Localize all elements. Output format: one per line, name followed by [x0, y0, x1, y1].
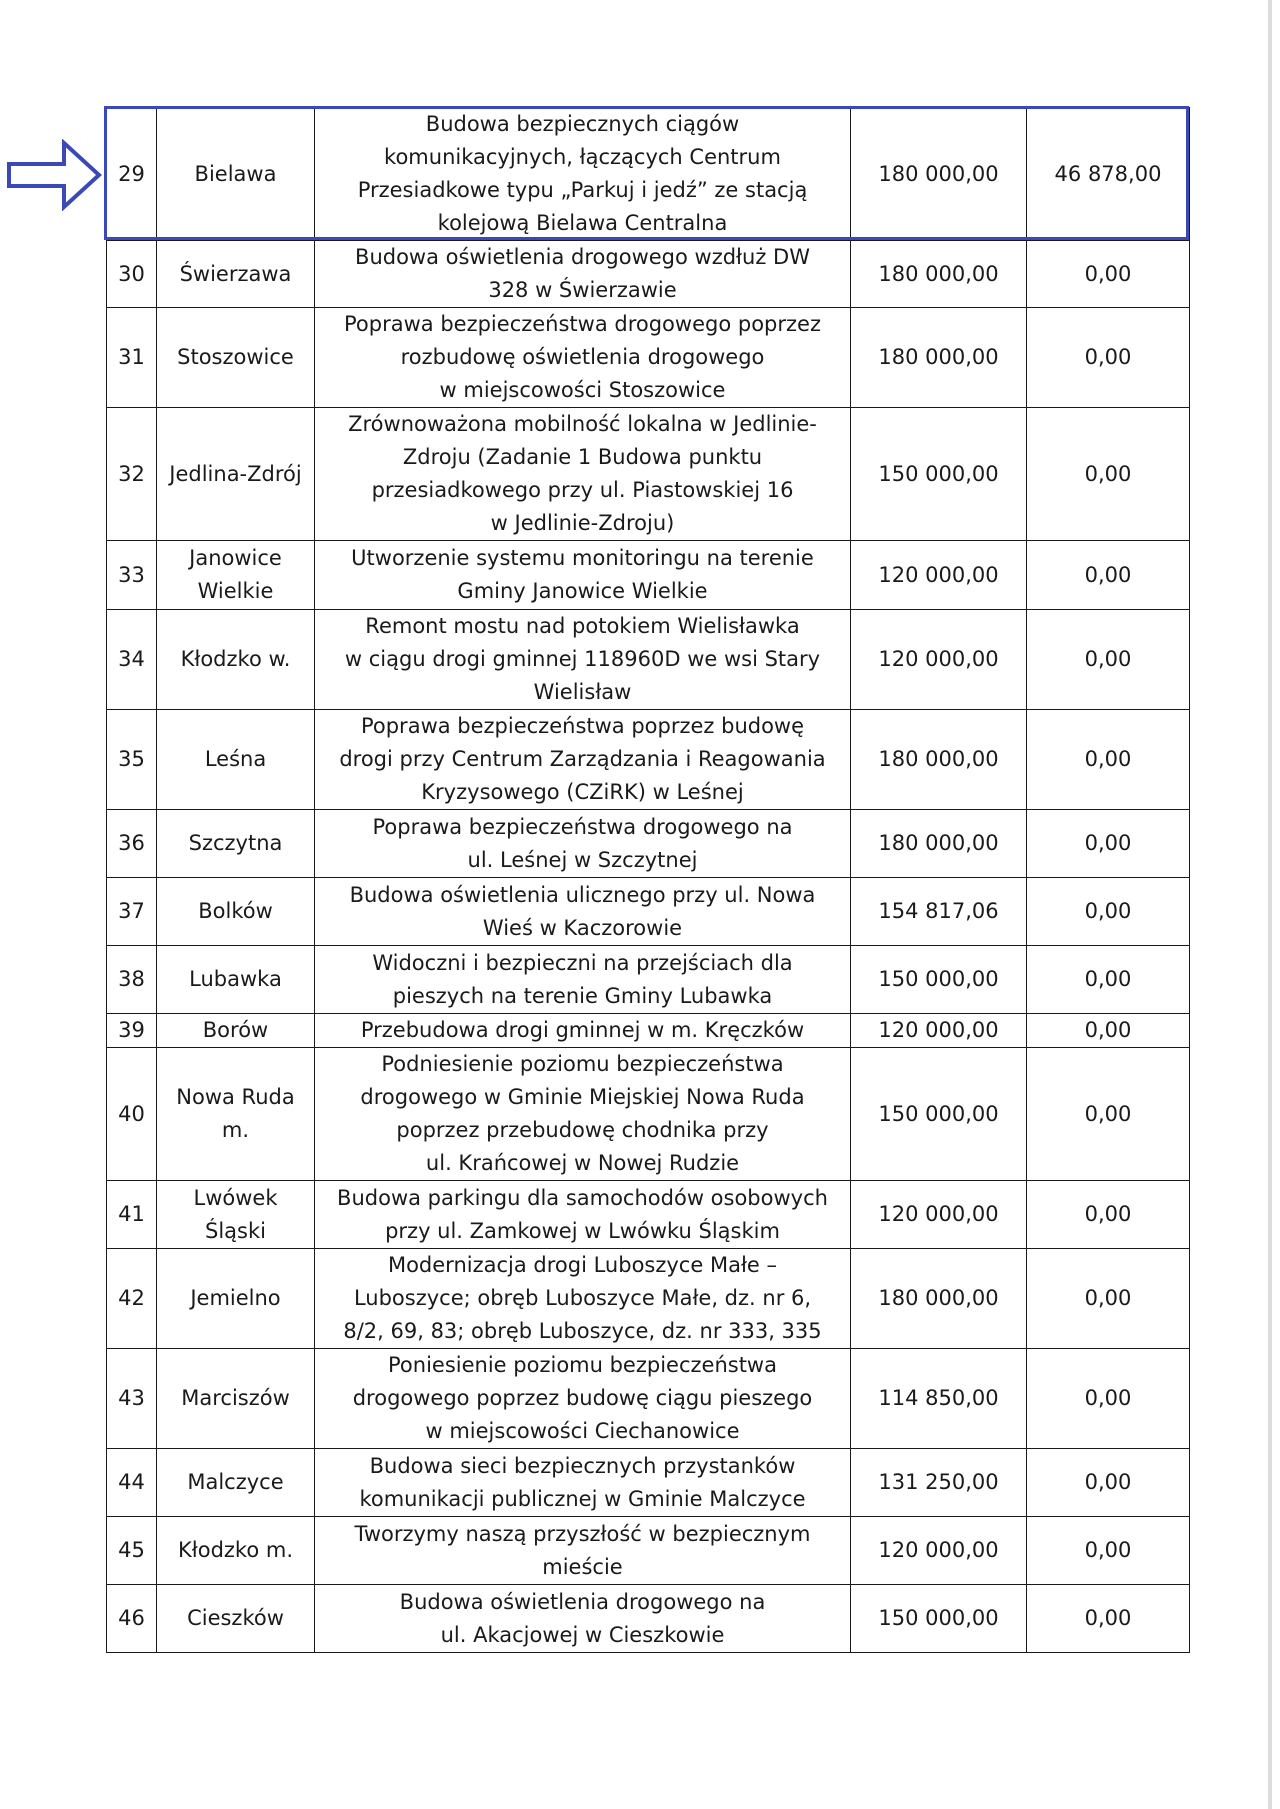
- row-amount-cell: [851, 1585, 1027, 1653]
- row-amount: 180 000,00: [878, 1286, 999, 1310]
- row-task-cell: [315, 241, 851, 308]
- row-amount: 150 000,00: [878, 1606, 999, 1630]
- row-task: Budowa oświetlenia ulicznego przy ul. Nowa Wieś w Kaczorowie: [349, 882, 816, 940]
- table-row: [107, 878, 1190, 946]
- row-amount-cell: [851, 946, 1027, 1014]
- row-amount-cell: [851, 541, 1027, 610]
- row-value: 46 878,00: [1054, 161, 1162, 186]
- row-amount-cell: [851, 1048, 1027, 1181]
- table-row: [107, 241, 1190, 308]
- row-task-cell: [315, 1181, 851, 1249]
- row-gmina: Lwówek Śląski: [193, 1185, 278, 1243]
- row-value-cell: [1027, 541, 1190, 610]
- table-row: [107, 1585, 1190, 1653]
- row-number-cell: [107, 1349, 157, 1449]
- row-gmina-cell: [157, 1585, 315, 1653]
- row-number-cell: [107, 1249, 157, 1349]
- row-gmina-cell: [157, 1349, 315, 1449]
- row-value-cell: [1027, 108, 1190, 241]
- table-row: [107, 1517, 1190, 1585]
- row-number-cell: [107, 1517, 157, 1585]
- row-amount-cell: [851, 1449, 1027, 1517]
- row-value-cell: [1027, 408, 1190, 541]
- row-number: 39: [118, 1018, 145, 1042]
- row-number-cell: [107, 108, 157, 241]
- row-gmina-cell: [157, 108, 315, 241]
- row-value: 0,00: [1084, 967, 1132, 991]
- row-number-cell: [107, 710, 157, 810]
- row-task-cell: [315, 1517, 851, 1585]
- row-number: 35: [118, 747, 145, 771]
- row-gmina-cell: [157, 946, 315, 1014]
- row-gmina-cell: [157, 1449, 315, 1517]
- row-task-cell: [315, 878, 851, 946]
- row-value: 0,00: [1084, 461, 1132, 486]
- row-task-cell: [315, 1048, 851, 1181]
- row-value: 0,00: [1084, 1101, 1132, 1126]
- row-amount-cell: [851, 1181, 1027, 1249]
- row-value-cell: [1027, 1048, 1190, 1181]
- row-task: Podniesienie poziomu bezpieczeństwa drogowego w Gminie Miejskiej Nowa Ruda poprzez przebudowę chodnika przy ul. Krańcowej w Nowej Rudzie: [360, 1052, 805, 1175]
- row-task: Utworzenie systemu monitoringu na terenie Gminy Janowice Wielkie: [351, 546, 814, 603]
- row-gmina-cell: [157, 878, 315, 946]
- grant-table: [106, 107, 1190, 1653]
- table-row: [107, 610, 1190, 710]
- row-value-cell: [1027, 878, 1190, 946]
- row-task-cell: [315, 308, 851, 408]
- row-value: 0,00: [1084, 1606, 1132, 1630]
- row-number: 43: [118, 1386, 145, 1410]
- table-row: [107, 946, 1190, 1014]
- row-task: Budowa parkingu dla samochodów osobowych przy ul. Zamkowej w Lwówku Śląskim: [337, 1185, 828, 1243]
- row-amount-cell: [851, 408, 1027, 541]
- row-number-cell: [107, 946, 157, 1014]
- row-task: Modernizacja drogi Luboszyce Małe – Luboszyce; obręb Luboszyce Małe, dz. nr 6, 8/2, 69, 83; obręb Luboszyce, dz. nr 333, 335: [343, 1253, 822, 1343]
- row-gmina-cell: [157, 1048, 315, 1181]
- row-number-cell: [107, 1585, 157, 1653]
- row-amount-cell: [851, 710, 1027, 810]
- row-gmina: Kłodzko w.: [180, 647, 291, 671]
- row-task-cell: [315, 946, 851, 1014]
- row-number-cell: [107, 1181, 157, 1249]
- row-amount-cell: [851, 1249, 1027, 1349]
- row-number: 44: [118, 1470, 145, 1494]
- row-task: Budowa bezpiecznych ciągów komunikacyjnych, łączących Centrum Przesiadkowe typu „Parkuj i jedź” ze stacją kolejową Bielawa Centralna: [357, 112, 808, 235]
- row-task-cell: [315, 408, 851, 541]
- row-number-cell: [107, 241, 157, 308]
- row-amount: 150 000,00: [878, 967, 999, 991]
- row-value-cell: [1027, 1249, 1190, 1349]
- row-task-cell: [315, 710, 851, 810]
- row-gmina: Marciszów: [181, 1386, 290, 1410]
- row-amount: 114 850,00: [878, 1386, 999, 1410]
- row-number: 32: [118, 461, 145, 486]
- row-number-cell: [107, 308, 157, 408]
- row-number: 33: [118, 562, 145, 587]
- row-value: 0,00: [1084, 261, 1132, 286]
- row-amount-cell: [851, 108, 1027, 241]
- row-value-cell: [1027, 1449, 1190, 1517]
- row-task-cell: [315, 1585, 851, 1653]
- row-number-cell: [107, 878, 157, 946]
- row-value-cell: [1027, 610, 1190, 710]
- row-number: 34: [118, 647, 145, 671]
- row-number-cell: [107, 810, 157, 878]
- row-value: 0,00: [1084, 1538, 1132, 1562]
- row-gmina-cell: [157, 308, 315, 408]
- row-value: 0,00: [1084, 1286, 1132, 1310]
- row-gmina: Świerzawa: [179, 261, 292, 286]
- table-row: [107, 1048, 1190, 1181]
- row-value: 0,00: [1084, 345, 1132, 369]
- row-amount: 180 000,00: [878, 831, 999, 855]
- row-number-cell: [107, 1449, 157, 1517]
- row-number-cell: [107, 541, 157, 610]
- row-number: 30: [118, 261, 145, 286]
- page-edge: [1268, 0, 1272, 1809]
- row-value-cell: [1027, 1585, 1190, 1653]
- table-row: [107, 810, 1190, 878]
- row-value: 0,00: [1084, 562, 1132, 587]
- row-task: Widoczni i bezpieczni na przejściach dla pieszych na terenie Gminy Lubawka: [372, 950, 793, 1008]
- row-gmina-cell: [157, 541, 315, 610]
- row-amount-cell: [851, 810, 1027, 878]
- row-gmina: Nowa Ruda m.: [176, 1085, 295, 1142]
- row-amount-cell: [851, 241, 1027, 308]
- row-amount: 120 000,00: [878, 1538, 999, 1562]
- row-number-cell: [107, 1014, 157, 1048]
- row-gmina: Kłodzko m.: [177, 1538, 293, 1562]
- row-amount: 150 000,00: [878, 1101, 999, 1126]
- row-value: 0,00: [1084, 747, 1132, 771]
- row-amount: 131 250,00: [878, 1470, 999, 1494]
- row-gmina-cell: [157, 1181, 315, 1249]
- row-gmina-cell: [157, 408, 315, 541]
- row-gmina-cell: [157, 1014, 315, 1048]
- row-value-cell: [1027, 1517, 1190, 1585]
- row-amount: 180 000,00: [878, 345, 999, 369]
- row-number-cell: [107, 408, 157, 541]
- row-task-cell: [315, 1349, 851, 1449]
- row-task: Budowa oświetlenia drogowego wzdłuż DW 328 w Świerzawie: [355, 245, 810, 302]
- table-row: [107, 1014, 1190, 1048]
- row-gmina: Lubawka: [189, 967, 282, 991]
- row-task-cell: [315, 541, 851, 610]
- row-number: 46: [118, 1606, 145, 1630]
- row-task: Budowa sieci bezpiecznych przystanków komunikacji publicznej w Gminie Malczyce: [359, 1453, 806, 1511]
- row-gmina: Szczytna: [188, 831, 283, 855]
- row-gmina-cell: [157, 241, 315, 308]
- row-number-cell: [107, 610, 157, 710]
- table-row: [107, 108, 1190, 241]
- table-body: [107, 108, 1190, 1653]
- row-task: Poprawa bezpieczeństwa drogowego poprzez rozbudowę oświetlenia drogowego w miejscowości Stoszowice: [344, 312, 821, 402]
- row-task-cell: [315, 1449, 851, 1517]
- row-amount: 120 000,00: [878, 1018, 999, 1042]
- row-amount: 180 000,00: [878, 747, 999, 771]
- table-row: [107, 1449, 1190, 1517]
- table-row: [107, 541, 1190, 610]
- table-row: [107, 1181, 1190, 1249]
- row-task: Tworzymy naszą przyszłość w bezpiecznym mieście: [354, 1521, 811, 1579]
- row-number: 42: [118, 1286, 145, 1310]
- row-task: Remont mostu nad potokiem Wielisławka w ciągu drogi gminnej 118960D we wsi Stary Wielisław: [344, 614, 821, 704]
- row-value-cell: [1027, 1014, 1190, 1048]
- row-gmina: Jedlina-Zdrój: [169, 461, 302, 486]
- row-value-cell: [1027, 1349, 1190, 1449]
- row-amount: 120 000,00: [878, 562, 999, 587]
- row-number: 29: [118, 161, 145, 186]
- row-amount-cell: [851, 610, 1027, 710]
- row-value-cell: [1027, 946, 1190, 1014]
- row-gmina-cell: [157, 810, 315, 878]
- row-value: 0,00: [1084, 1386, 1132, 1410]
- row-gmina: Malczyce: [187, 1470, 284, 1494]
- row-gmina: Cieszków: [187, 1606, 284, 1630]
- table-row: [107, 1349, 1190, 1449]
- row-task: Budowa oświetlenia drogowego na ul. Akacjowej w Cieszkowie: [399, 1589, 766, 1647]
- row-task: Przebudowa drogi gminnej w m. Kręczków: [360, 1018, 805, 1042]
- row-gmina: Bielawa: [194, 161, 277, 186]
- row-amount-cell: [851, 1517, 1027, 1585]
- row-amount-cell: [851, 1014, 1027, 1048]
- row-amount: 180 000,00: [878, 161, 999, 186]
- row-gmina-cell: [157, 1517, 315, 1585]
- row-gmina: Borów: [202, 1018, 269, 1042]
- row-value-cell: [1027, 241, 1190, 308]
- row-gmina: Janowice Wielkie: [189, 546, 282, 603]
- row-value-cell: [1027, 810, 1190, 878]
- row-number: 36: [118, 831, 145, 855]
- row-number: 41: [118, 1202, 145, 1226]
- right-arrow-outline-icon: [6, 139, 102, 211]
- row-value: 0,00: [1084, 1018, 1132, 1042]
- row-number: 40: [118, 1101, 145, 1126]
- row-task: Poprawa bezpieczeństwa drogowego na ul. Leśnej w Szczytnej: [372, 814, 793, 872]
- row-gmina-cell: [157, 610, 315, 710]
- row-task: Poniesienie poziomu bezpieczeństwa drogowego poprzez budowę ciągu pieszego w miejscowości Ciechanowice: [352, 1353, 813, 1443]
- row-amount: 120 000,00: [878, 1202, 999, 1226]
- row-task: Zrównoważona mobilność lokalna w Jedlinie- Zdroju (Zadanie 1 Budowa punktu przesiadkowego przy ul. Piastowskiej 16 w Jedlinie-Zdroju): [348, 412, 817, 535]
- table-row: [107, 1249, 1190, 1349]
- row-gmina: Jemielno: [190, 1286, 281, 1310]
- row-task-cell: [315, 1249, 851, 1349]
- row-value: 0,00: [1084, 831, 1132, 855]
- row-gmina-cell: [157, 1249, 315, 1349]
- row-value: 0,00: [1084, 647, 1132, 671]
- row-gmina-cell: [157, 710, 315, 810]
- row-gmina: Stoszowice: [177, 345, 294, 369]
- row-number: 38: [118, 967, 145, 991]
- row-gmina: Bolków: [198, 899, 273, 923]
- row-value: 0,00: [1084, 1202, 1132, 1226]
- row-task-cell: [315, 810, 851, 878]
- row-amount: 154 817,06: [878, 899, 999, 923]
- row-number: 37: [118, 899, 145, 923]
- row-value: 0,00: [1084, 1470, 1132, 1494]
- row-task: Poprawa bezpieczeństwa poprzez budowę drogi przy Centrum Zarządzania i Reagowania Kryzysowego (CZiRK) w Leśnej: [339, 714, 826, 804]
- row-number: 45: [118, 1538, 145, 1562]
- row-gmina: Leśna: [204, 747, 267, 771]
- table-row: [107, 710, 1190, 810]
- row-amount-cell: [851, 1349, 1027, 1449]
- table-row: [107, 408, 1190, 541]
- row-value-cell: [1027, 308, 1190, 408]
- row-value-cell: [1027, 710, 1190, 810]
- row-task-cell: [315, 1014, 851, 1048]
- row-amount: 180 000,00: [878, 261, 999, 286]
- row-number: 31: [118, 345, 145, 369]
- row-task-cell: [315, 108, 851, 241]
- row-amount-cell: [851, 308, 1027, 408]
- row-amount: 120 000,00: [878, 647, 999, 671]
- row-value-cell: [1027, 1181, 1190, 1249]
- table-row: [107, 308, 1190, 408]
- row-amount: 150 000,00: [878, 461, 999, 486]
- row-value: 0,00: [1084, 899, 1132, 923]
- row-number-cell: [107, 1048, 157, 1181]
- row-task-cell: [315, 610, 851, 710]
- row-amount-cell: [851, 878, 1027, 946]
